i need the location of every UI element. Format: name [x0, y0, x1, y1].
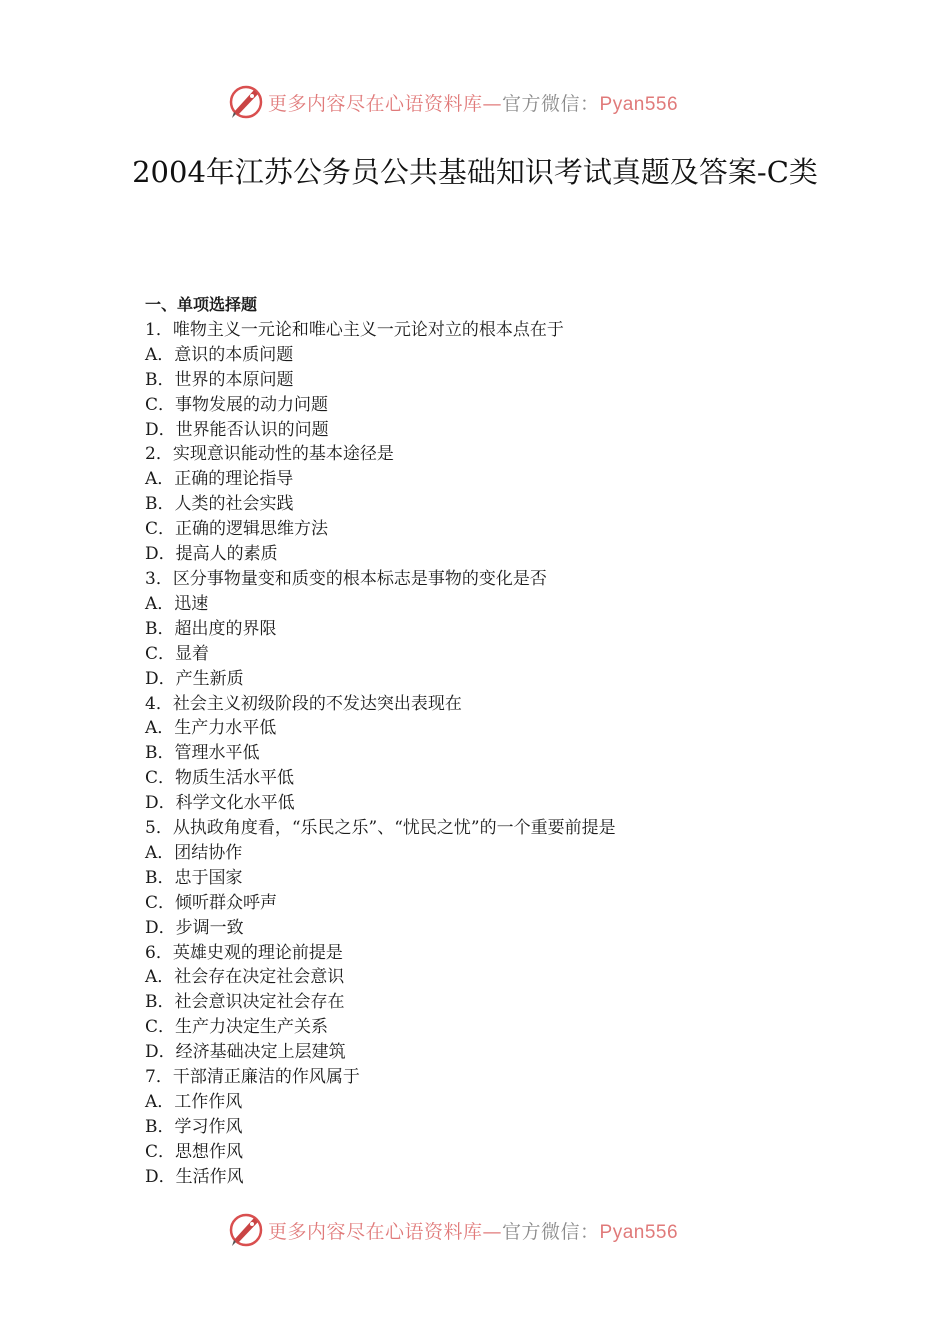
- question-body: [145, 293, 845, 1190]
- answer-option: B．人类的社会实践: [145, 494, 294, 515]
- pen-logo-icon: [228, 84, 264, 120]
- answer-option: B．管理水平低: [145, 743, 260, 764]
- answer-option: A．正确的理论指导: [145, 469, 294, 490]
- answer-option: D．提高人的素质: [145, 544, 278, 565]
- answer-option: B．社会意识决定社会存在: [145, 992, 345, 1013]
- answer-option: C．倾听群众呼声: [145, 892, 278, 913]
- footer-banner: [228, 1210, 728, 1250]
- answer-option: D．世界能否认识的问题: [145, 419, 329, 440]
- section-heading: 一、单项选择题: [145, 295, 258, 314]
- answer-option: A．意识的本质问题: [145, 344, 294, 365]
- question-stem: 6．英雄史观的理论前提是: [145, 942, 343, 963]
- answer-option: C．显着: [145, 643, 210, 664]
- answer-option: A．工作作风: [145, 1092, 243, 1112]
- answer-option: B．忠于国家: [145, 867, 243, 888]
- answer-option: D．经济基础决定上层建筑: [145, 1042, 346, 1063]
- document-title: 2004年江苏公务员公共基础知识考试真题及答案-C类: [132, 155, 818, 189]
- answer-option: C．生产力决定生产关系: [145, 1017, 329, 1038]
- banner-text: 更多内容尽在心语资料库—官方微信：Pyan556: [268, 1220, 679, 1243]
- answer-option: B．学习作风: [145, 1116, 243, 1137]
- answer-option: D．产生新质: [145, 668, 244, 689]
- answer-option: D．科学文化水平低: [145, 793, 295, 814]
- answer-option: D．生活作风: [145, 1166, 244, 1187]
- answer-option: A．迅速: [145, 593, 209, 614]
- question-stem: 5．从执政角度看，“乐民之乐”、“忧民之忧”的一个重要前提是: [145, 818, 616, 839]
- question-stem: 3．区分事物量变和质变的根本标志是事物的变化是否: [145, 568, 547, 589]
- question-stem: 4．社会主义初级阶段的不发达突出表现在: [145, 693, 462, 714]
- answer-option: C．正确的逻辑思维方法: [145, 519, 329, 540]
- question-stem: 2．实现意识能动性的基本途径是: [145, 444, 394, 465]
- pen-logo-icon: [228, 1212, 264, 1248]
- answer-option: A．生产力水平低: [145, 718, 277, 739]
- answer-option: B．世界的本原问题: [145, 369, 294, 390]
- answer-option: D．步调一致: [145, 917, 244, 938]
- answer-option: A．社会存在决定社会意识: [145, 967, 345, 988]
- question-list: [145, 318, 845, 1190]
- answer-option: C．事物发展的动力问题: [145, 394, 329, 415]
- answer-option: C．物质生活水平低: [145, 768, 295, 789]
- question-stem: 1．唯物主义一元论和唯心主义一元论对立的根本点在于: [145, 319, 564, 340]
- answer-option: C．思想作风: [145, 1141, 244, 1162]
- question-stem: 7．干部清正廉洁的作风属于: [145, 1067, 360, 1088]
- answer-option: A．团结协作: [145, 842, 243, 863]
- header-banner: [228, 82, 728, 122]
- answer-option: B．超出度的界限: [145, 618, 277, 639]
- banner-text: 更多内容尽在心语资料库—官方微信：Pyan556: [268, 92, 679, 115]
